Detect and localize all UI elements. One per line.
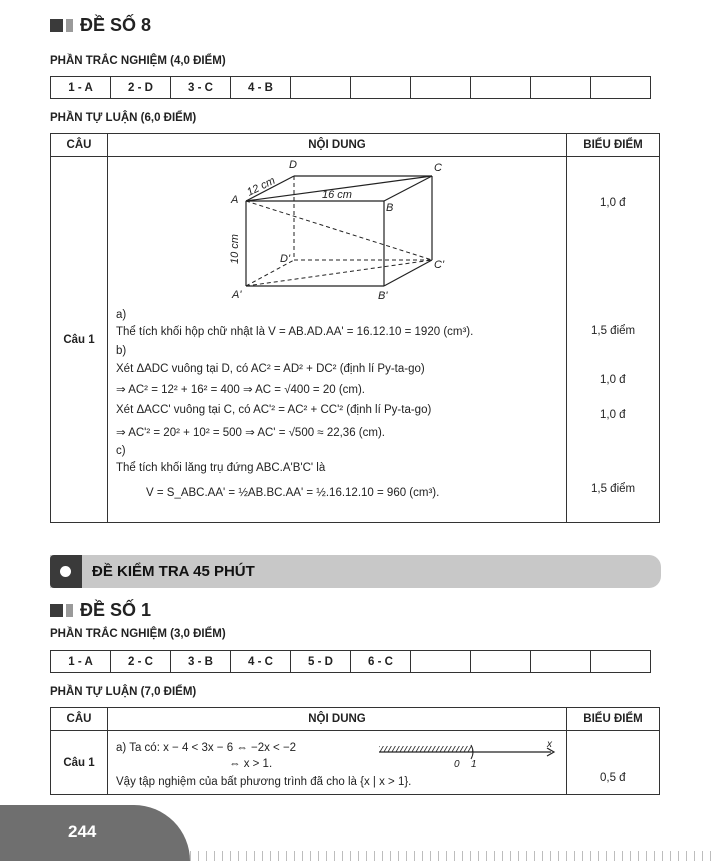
vertex-label: B <box>386 202 394 214</box>
excluded-region <box>379 746 473 752</box>
header-noi-dung: NỘI DUNG <box>108 134 567 157</box>
mcq-title: PHẦN TRẮC NGHIỆM (4,0 ĐIỂM) <box>50 55 226 67</box>
mcq-answer-table <box>50 76 651 99</box>
question-label: Câu 1 <box>51 157 108 523</box>
points-value: 1,0 đ <box>600 374 626 386</box>
vertex-label: D <box>289 159 297 171</box>
solution-line: c) <box>116 445 126 457</box>
header-bieu-diem: BIỂU ĐIỂM <box>567 134 660 157</box>
question-label: Câu 1 <box>51 731 108 795</box>
mcq-title: PHẦN TRẮC NGHIỆM (3,0 ĐIỂM) <box>50 628 226 640</box>
answer-cell: 4 - C <box>231 651 291 673</box>
answer-cell <box>471 77 531 99</box>
vertex-label: C' <box>434 259 445 271</box>
points-value: 0,5 đ <box>600 772 626 784</box>
answer-cell: 2 - C <box>111 651 171 673</box>
header-cau: CÂU <box>51 708 108 731</box>
box-figure <box>220 156 470 306</box>
answer-cell <box>291 77 351 99</box>
axis-tick-label: 0 <box>454 759 460 770</box>
points-value: 1,5 điểm <box>591 483 636 495</box>
solution-line: Thể tích khối lăng trụ đứng ABC.A'B'C' là <box>116 462 326 474</box>
section-heading <box>50 15 151 36</box>
answer-cell: 1 - A <box>51 77 111 99</box>
diagonal-AC1 <box>246 201 432 260</box>
answer-cell <box>591 77 651 99</box>
heading-marker-icon <box>66 19 73 32</box>
solution-line: Vậy tập nghiệm của bất phương trình đã cho là {x | x > 1}. <box>116 776 412 788</box>
answer-cell <box>471 651 531 673</box>
footer-ruler <box>190 851 711 861</box>
vertex-label: A <box>231 194 239 206</box>
band-marker-icon <box>50 555 82 588</box>
vertex-label: B' <box>378 290 388 302</box>
axis-label: x <box>547 739 552 750</box>
answer-cell <box>531 77 591 99</box>
length-label: 16 cm <box>322 189 352 201</box>
length-label: 10 cm <box>229 234 241 264</box>
vertex-label: D' <box>280 253 291 265</box>
mcq-answer-table <box>50 650 651 673</box>
solution-line: Thể tích khối hộp chữ nhật là V = AB.AD.AA' = 16.12.10 = 1920 (cm³). <box>116 326 474 338</box>
essay-title: PHẦN TỰ LUẬN (6,0 ĐIỂM) <box>50 112 197 124</box>
section-title: ĐỀ SỐ 1 <box>80 600 152 620</box>
answer-cell <box>411 77 471 99</box>
heading-marker-icon <box>66 604 73 617</box>
points-value: 1,5 điểm <box>591 325 636 337</box>
exam-band <box>50 555 661 588</box>
length-label: 12 cm <box>245 174 278 199</box>
header-cau: CÂU <box>51 134 108 157</box>
band-title: ĐỀ KIỂM TRA 45 PHÚT <box>92 563 255 580</box>
answer-cell <box>411 651 471 673</box>
number-line <box>375 738 560 770</box>
points-value: 1,0 đ <box>600 197 626 209</box>
header-bieu-diem: BIỂU ĐIỂM <box>567 708 660 731</box>
vertex-label: A' <box>232 289 242 301</box>
points-value: 1,0 đ <box>600 409 626 421</box>
vertex-label: C <box>434 162 442 174</box>
axis-tick-label: 1 <box>471 759 477 770</box>
solution-line: ⇔ x > 1. <box>229 758 273 770</box>
answer-cell <box>531 651 591 673</box>
solution-line: ⇒ AC² = 12² + 16² = 400 ⇒ AC = √400 = 20 (cm). <box>116 384 365 396</box>
answer-cell <box>351 77 411 99</box>
header-noi-dung: NỘI DUNG <box>108 708 567 731</box>
answer-cell: 3 - C <box>171 77 231 99</box>
heading-marker-icon <box>50 19 63 32</box>
heading-marker-icon <box>50 604 63 617</box>
edge-B1C1 <box>384 260 432 286</box>
answer-cell: 2 - D <box>111 77 171 99</box>
section-title: ĐỀ SỐ 8 <box>80 15 152 35</box>
answer-cell: 6 - C <box>351 651 411 673</box>
answer-cell: 1 - A <box>51 651 111 673</box>
section-heading <box>50 600 151 621</box>
points-column <box>567 157 660 523</box>
solution-line: Xét ΔACC' vuông tại C, có AC'² = AC² + CC'² (định lí Py-ta-go) <box>116 404 432 416</box>
solution-line: a) <box>116 309 127 321</box>
answer-cell: 3 - B <box>171 651 231 673</box>
points-column <box>567 731 660 795</box>
page-tab <box>0 805 190 861</box>
answer-cell <box>591 651 651 673</box>
solution-line: ⇒ AC'² = 20² + 10² = 500 ⇒ AC' = √500 ≈ 22,36 (cm). <box>116 427 385 439</box>
solution-line: Xét ΔADC vuông tại D, có AC² = AD² + DC² (định lí Py-ta-go) <box>116 363 425 375</box>
diagonal-A1C1 <box>246 260 432 286</box>
answer-cell: 5 - D <box>291 651 351 673</box>
solution-line: V = S_ABC.AA' = ½AB.BC.AA' = ½.16.12.10 = 960 (cm³). <box>146 487 440 499</box>
essay-title: PHẦN TỰ LUẬN (7,0 ĐIỂM) <box>50 686 197 698</box>
page-number: 244 <box>68 822 97 841</box>
solution-line: a) Ta có: x − 4 < 3x − 6 ⇔ −2x < −2 <box>116 742 297 754</box>
answer-cell: 4 - B <box>231 77 291 99</box>
solution-line: b) <box>116 345 127 357</box>
